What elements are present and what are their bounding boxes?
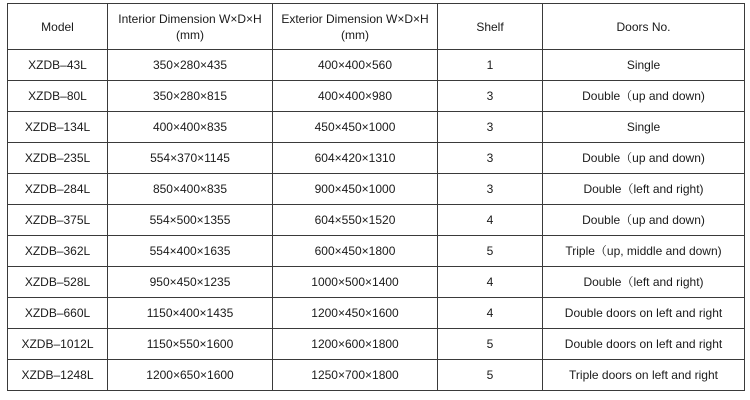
cell-shelf: 4 [438,205,543,236]
cell-exterior-dimension: 604×550×1520 [273,205,438,236]
header-interior-line1: Interior Dimension W×D×H [118,11,262,26]
table-row [8,50,745,81]
cell-interior-dimension: 400×400×835 [108,112,273,143]
cell-shelf: 5 [438,360,543,391]
cell-doors: Double（up and down) [543,81,745,112]
cell-shelf: 5 [438,236,543,267]
cell-model: XZDB–528L [8,267,108,298]
cell-exterior-dimension: 604×420×1310 [273,143,438,174]
cell-model: XZDB–1248L [8,360,108,391]
cell-model: XZDB–134L [8,112,108,143]
header-exterior-line2: (mm) [341,27,369,42]
table-row [8,174,745,205]
cell-model: XZDB–284L [8,174,108,205]
cell-doors: Double（left and right) [543,267,745,298]
cell-model: XZDB–660L [8,298,108,329]
table-row [8,360,745,391]
cell-exterior-dimension: 1200×450×1600 [273,298,438,329]
cell-model: XZDB–375L [8,205,108,236]
cell-doors: Single [543,112,745,143]
header-model [8,4,108,50]
header-shelf [438,4,543,50]
header-row [8,4,745,50]
cell-shelf: 5 [438,329,543,360]
header-doors-label: Doors No. [616,19,671,34]
table-row [8,81,745,112]
cell-model: XZDB–80L [8,81,108,112]
cell-doors: Double doors on left and right [543,329,745,360]
cell-exterior-dimension: 450×450×1000 [273,112,438,143]
cell-model: XZDB–235L [8,143,108,174]
header-shelf-label: Shelf [476,19,504,34]
cell-exterior-dimension: 400×400×560 [273,50,438,81]
header-doors [543,4,745,50]
spec-table [7,3,745,391]
cell-exterior-dimension: 1200×600×1800 [273,329,438,360]
cell-doors: Triple doors on left and right [543,360,745,391]
cell-interior-dimension: 1150×550×1600 [108,329,273,360]
cell-exterior-dimension: 1000×500×1400 [273,267,438,298]
cell-shelf: 3 [438,174,543,205]
table-row [8,205,745,236]
cell-shelf: 4 [438,298,543,329]
header-interior-line2: (mm) [176,27,204,42]
table-row [8,267,745,298]
cell-doors: Triple（up, middle and down) [543,236,745,267]
cell-exterior-dimension: 1250×700×1800 [273,360,438,391]
cell-model: XZDB–362L [8,236,108,267]
table-header [8,4,745,50]
table-row [8,143,745,174]
header-model-label: Model [41,19,74,34]
cell-model: XZDB–43L [8,50,108,81]
cell-exterior-dimension: 600×450×1800 [273,236,438,267]
header-exterior-dimension [273,4,438,50]
cell-interior-dimension: 1150×400×1435 [108,298,273,329]
table-body [8,50,745,391]
cell-interior-dimension: 350×280×435 [108,50,273,81]
cell-shelf: 1 [438,50,543,81]
cell-doors: Double（left and right) [543,174,745,205]
cell-shelf: 3 [438,143,543,174]
cell-interior-dimension: 850×400×835 [108,174,273,205]
table-row [8,236,745,267]
cell-interior-dimension: 554×400×1635 [108,236,273,267]
cell-doors: Double doors on left and right [543,298,745,329]
cell-shelf: 3 [438,112,543,143]
cell-interior-dimension: 950×450×1235 [108,267,273,298]
cell-interior-dimension: 554×500×1355 [108,205,273,236]
cell-doors: Double（up and down) [543,205,745,236]
cell-doors: Single [543,50,745,81]
cell-interior-dimension: 350×280×815 [108,81,273,112]
cell-interior-dimension: 1200×650×1600 [108,360,273,391]
cell-exterior-dimension: 900×450×1000 [273,174,438,205]
cell-doors: Double（up and down) [543,143,745,174]
cell-interior-dimension: 554×370×1145 [108,143,273,174]
cell-shelf: 4 [438,267,543,298]
cell-exterior-dimension: 400×400×980 [273,81,438,112]
table-row [8,112,745,143]
header-interior-dimension [108,4,273,50]
table-row [8,329,745,360]
table-row [8,298,745,329]
cell-model: XZDB–1012L [8,329,108,360]
cell-shelf: 3 [438,81,543,112]
header-exterior-line1: Exterior Dimension W×D×H [281,11,429,26]
